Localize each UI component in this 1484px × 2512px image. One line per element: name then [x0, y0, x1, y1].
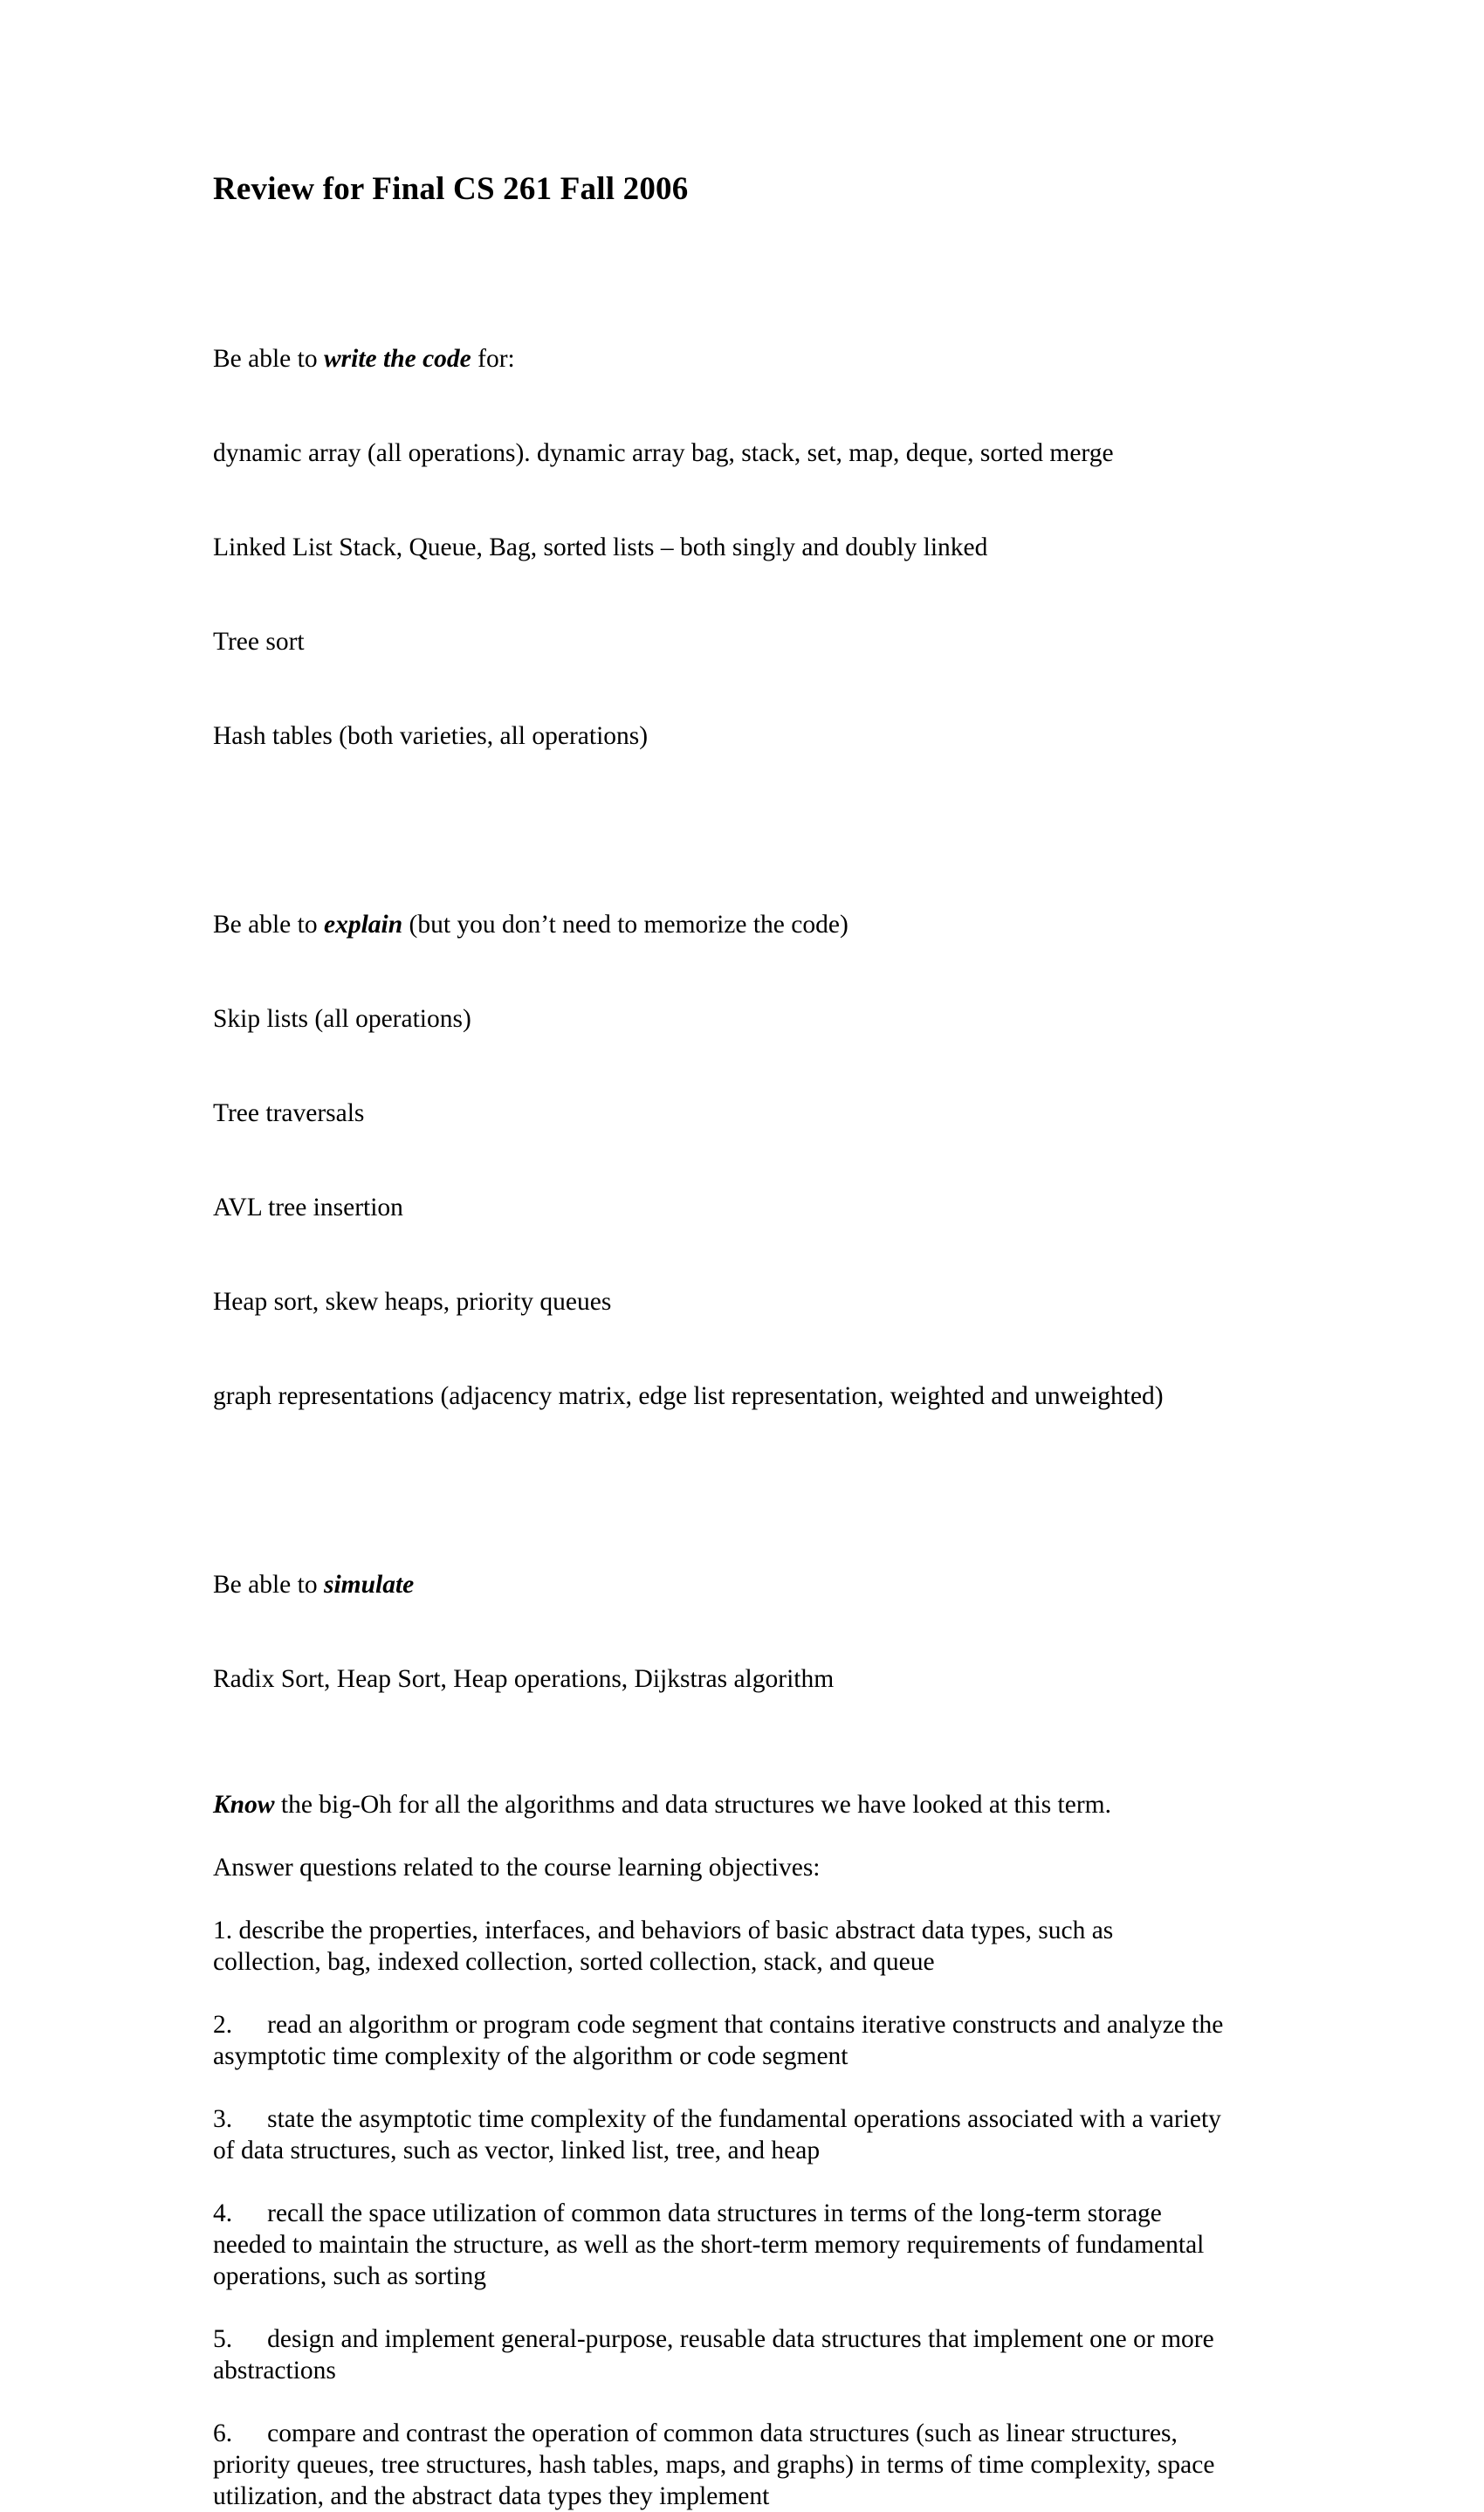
section-simulate: [213, 1506, 1226, 1758]
list-item: Skip lists (all operations): [213, 1004, 471, 1033]
objective-item: [213, 1915, 1226, 1978]
objective-item: [213, 2103, 1226, 2166]
paragraph-spacer: [213, 1883, 1226, 1915]
section-explain: [213, 846, 1226, 1475]
lead-prefix-text: Be able to: [213, 344, 324, 373]
paragraph-spacer: [213, 1475, 1226, 1506]
lead-emphasis-text: explain: [323, 910, 403, 939]
objective-item: [213, 2009, 1230, 2072]
know-emphasis-text: Know: [213, 1790, 275, 1819]
page-title: Review for Final CS 261 Fall 2006: [213, 171, 689, 207]
objective-item: [213, 2323, 1226, 2386]
objective-item: [213, 2418, 1226, 2512]
list-item: Tree traversals: [213, 1098, 365, 1127]
objective-number: 5.: [213, 2324, 233, 2353]
lead-suffix-text: for:: [471, 344, 515, 373]
section-explain-lead: [213, 909, 1226, 940]
objective-text: describe the properties, interfaces, and behaviors of basic abstract data types, such as collection, bag, indexed collection, sorted collection, stack, and queue: [213, 1916, 1120, 1976]
section-know: [213, 1789, 1226, 1820]
paragraph-spacer: [213, 1978, 1226, 2009]
lead-emphasis-text: write the code: [323, 344, 471, 373]
objective-text: state the asymptotic time complexity of the fundamental operations associated with a variety of data structures, such as vector, linked list, tree, and heap: [213, 2104, 1228, 2164]
objective-text: read an algorithm or program code segment that contains iterative constructs and analyze the asymptotic time complexity of the algorithm or code segment: [213, 2010, 1230, 2070]
objective-spacer: [232, 1917, 238, 1944]
section-write-the-code-lead: [213, 343, 1226, 375]
list-item: Radix Sort, Heap Sort, Heap operations, Dijkstras algorithm: [213, 1664, 835, 1693]
objective-number: 6.: [213, 2419, 233, 2447]
objective-number: 3.: [213, 2104, 233, 2133]
list-item: Heap sort, skew heaps, priority queues: [213, 1287, 612, 1316]
list-item: Hash tables (both varieties, all operations): [213, 721, 649, 750]
paragraph-spacer: [213, 2386, 1226, 2418]
paragraph-spacer: [213, 1820, 1226, 1852]
objective-text: recall the space utilization of common data structures in terms of the long-term storage needed to maintain the structure, as well as the short-term memory requirements of fundamental operations, such as sorting: [213, 2199, 1211, 2290]
objective-text: design and implement general-purpose, reusable data structures that implement one or more abstractions: [213, 2324, 1221, 2385]
objective-number: 4.: [213, 2199, 233, 2227]
list-item: Linked List Stack, Queue, Bag, sorted lists – both singly and doubly linked: [213, 533, 988, 561]
objectives-intro: Answer questions related to the course learning objectives:: [213, 1853, 821, 1882]
section-simulate-lead: [213, 1569, 1226, 1600]
lead-emphasis-text: simulate: [323, 1570, 415, 1599]
objective-text: compare and contrast the operation of common data structures (such as linear structures, priority queues, tree structures, hash tables, maps, and graphs) in terms of time complexity, space utilization, and the abstract data types they implement: [213, 2419, 1221, 2510]
section-write-the-code: [213, 280, 1226, 815]
paragraph-spacer: [213, 2292, 1226, 2323]
objective-number: 2.: [213, 2010, 233, 2039]
objective-item: [213, 2198, 1226, 2292]
list-item: graph representations (adjacency matrix, edge list representation, weighted and unweighted): [213, 1381, 1164, 1410]
list-item: dynamic array (all operations). dynamic array bag, stack, set, map, deque, sorted merge: [213, 438, 1114, 467]
document-body: [213, 171, 1230, 2512]
paragraph-spacer: [213, 2166, 1226, 2198]
lead-prefix-text: Be able to: [213, 910, 324, 939]
lead-suffix-text: (but you don’t need to memorize the code): [402, 910, 848, 939]
list-item: AVL tree insertion: [213, 1193, 403, 1222]
paragraph-spacer: [213, 1758, 1226, 1789]
paragraph-spacer: [213, 815, 1226, 846]
list-item: Tree sort: [213, 627, 305, 656]
objective-number: 1.: [213, 1916, 233, 1944]
paragraph-spacer: [213, 2072, 1226, 2103]
know-body-text: the big-Oh for all the algorithms and data structures we have looked at this term.: [274, 1790, 1111, 1819]
lead-prefix-text: Be able to: [213, 1570, 324, 1599]
